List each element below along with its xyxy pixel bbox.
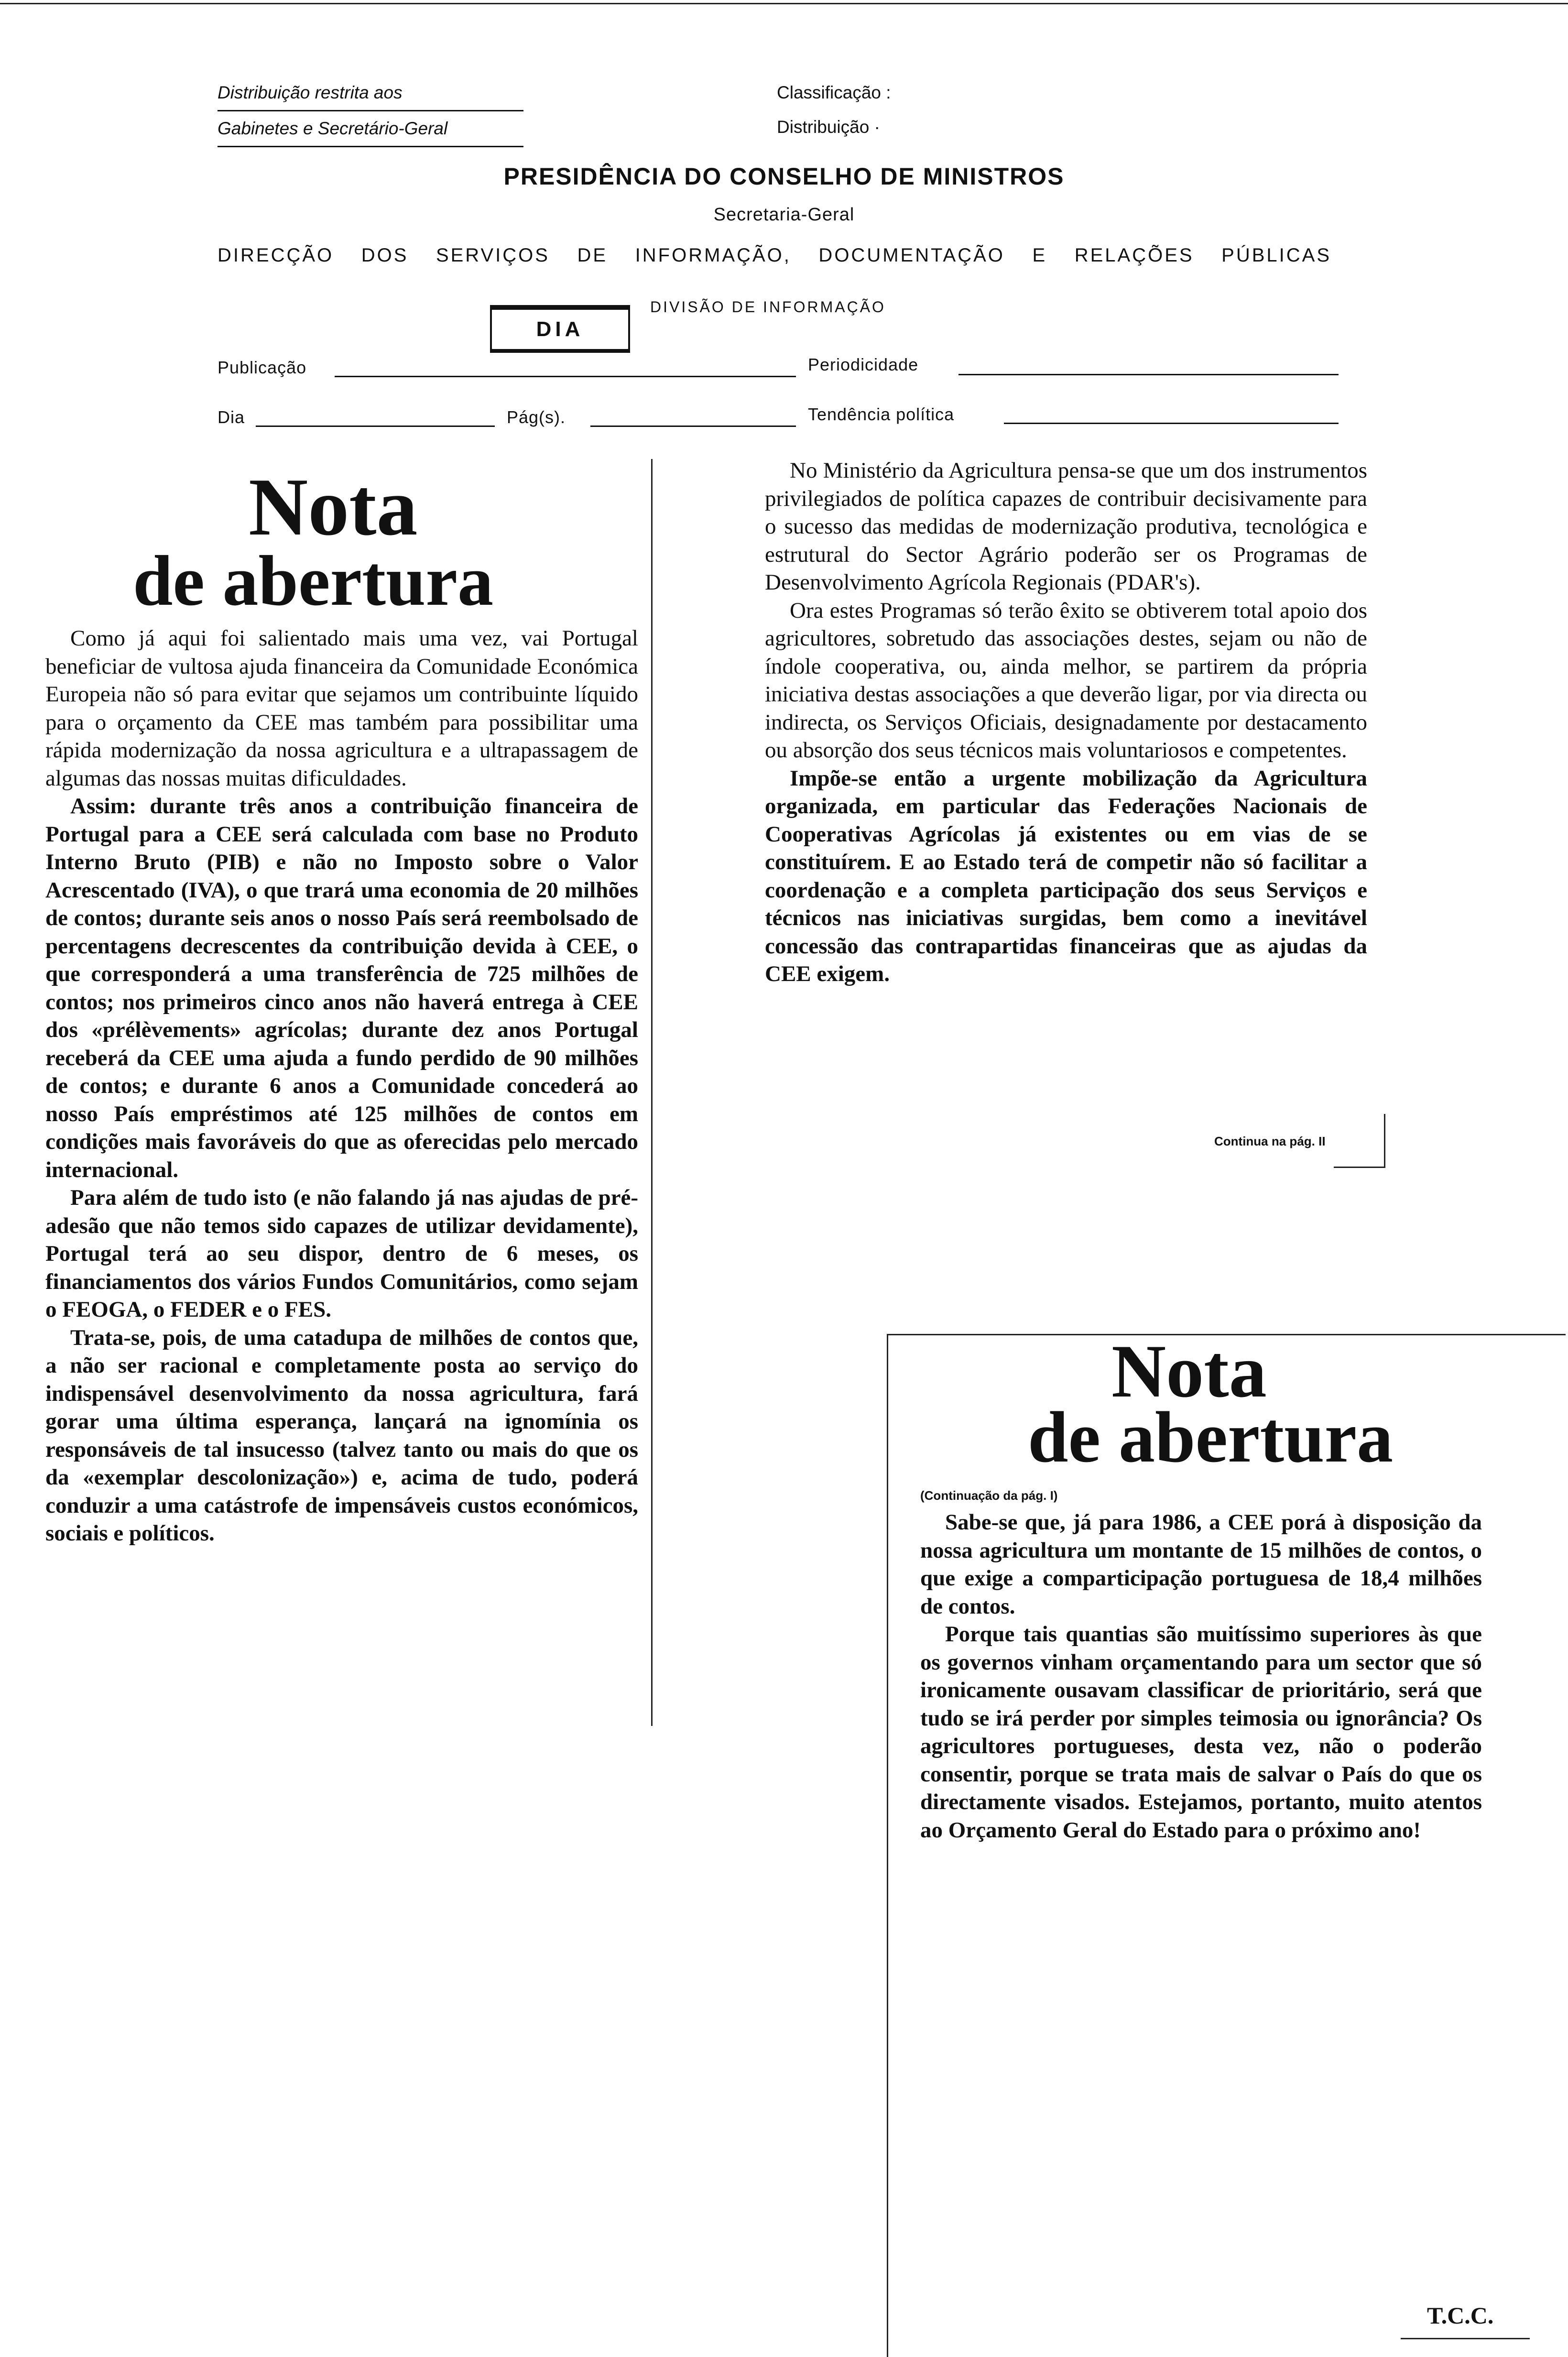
political-tendency-label: Tendência política — [808, 404, 955, 424]
day-underline — [256, 426, 495, 427]
article2-headline-line2: de abertura — [1028, 1397, 1394, 1477]
division-label: DIVISÃO DE INFORMAÇÃO — [650, 298, 886, 316]
article1-paragraph-5: No Ministério da Agricultura pensa-se que um dos instrumentos privilegiados de política capazes de contribuir decisivamente para o sucesso das medidas de modernização produtiva, tecnológica e estrutural do Sector Agrário poderão ser os Programas de Desenvolvimento Agrícola Regionais (PDAR's). — [765, 458, 1367, 595]
classification-label: Classificação : — [777, 83, 891, 102]
clipping-frame-left — [887, 1334, 888, 2357]
classification-block — [777, 76, 891, 144]
publication-underline — [335, 376, 796, 377]
secretariat-subtitle: Secretaria-Geral — [713, 205, 855, 225]
publication-label: Publicação — [218, 358, 307, 377]
periodicity-label: Periodicidade — [808, 355, 919, 374]
dia-stamp: DIA — [490, 305, 630, 353]
continuation-from-page-note: (Continuação da pág. I) — [920, 1488, 1058, 1503]
article1-headline-line1: Nota — [249, 462, 418, 553]
day-label: Dia — [218, 407, 245, 427]
scan-top-edge — [0, 3, 1568, 4]
signature-rule — [1401, 2338, 1530, 2339]
distribution-label: Distribuição · — [777, 117, 880, 137]
article1-paragraph-4: Trata-se, pois, de uma catadupa de milhões de contos que, a não ser racional e completamente posta ao serviço do indispensável desenvolvimento da nossa agricultura, fará gorar uma última esperança, lançará na ignomínia os responsáveis de tal insucesso (talvez tanto ou mais do que os da «exemplar descolonização») e, acima de tudo, poderá conduzir a uma catástrofe de impensáveis custos económicos, sociais e políticos. — [45, 1325, 638, 1546]
column-divider — [651, 459, 653, 1726]
article2-column — [920, 1508, 1482, 1844]
restricted-distribution-note — [218, 76, 523, 147]
article2-paragraph-2: Porque tais quantias são muitíssimo superiores às que os governos vinham orçamentando para um sector que só ironicamente ousavam classificar de prioritário, será que tudo se irá perder por simples teimosia ou ignorância? Os agricultores portugueses, desta vez, não o poderão consentir, porque se trata mais de salvar o País do que os directamente visados. Estejamos, portanto, muito atentos ao Orçamento Geral do Estado para o próximo ano! — [920, 1622, 1482, 1843]
right-bracket-foot — [1334, 1167, 1385, 1168]
article1-paragraph-6: Ora estes Programas só terão êxito se obtiverem total apoio dos agricultores, sobretudo das associações destes, sejam ou não de índole cooperativa, ou, ainda melhor, se partirem da própria iniciativa destas associações a que deverão ligar, por via directa ou indirecta, os Serviços Oficiais, designadamente por destacamento ou absorção dos seus técnicos mais voluntariosos e competentes. — [765, 598, 1367, 763]
article1-headline-line2: de abertura — [133, 541, 494, 621]
article1-left-column — [45, 624, 638, 1548]
restricted-line-1: Distribuição restrita aos — [218, 76, 523, 111]
article1-right-column — [765, 457, 1367, 988]
political-tendency-underline — [1004, 423, 1339, 424]
article2-headline-line1: Nota — [1111, 1330, 1267, 1413]
article1-paragraph-7: Impõe-se então a urgente mobilização da Agricultura organizada, em particular das Federações Nacionais de Cooperativas Agrícolas já existentes ou em vias de se constituírem. E ao Estado terá de competir não só facilitar a coordenação e a completa participação dos seus Serviços e técnicos nas iniciativas surgidas, bem como a inevitável concessão das contrapartidas financeiras que as ajudas da CEE exigem. — [765, 765, 1367, 986]
article1-paragraph-1: Como já aqui foi salientado mais uma vez, vai Portugal beneficiar de vultosa ajuda financeira da Comunidade Económica Europeia não só para evitar que sejamos um contribuinte líquido para o orçamento da CEE mas também para possibilitar uma rápida modernização da nossa agricultura e a ultrapassagem de algumas das nossas muitas dificuldades. — [45, 626, 638, 791]
pages-underline — [590, 426, 796, 427]
periodicity-underline — [958, 374, 1339, 375]
article1-paragraph-3: Para além de tudo isto (e não falando já nas ajudas de pré-adesão que não temos sido capazes de utilizar devidamente), Portugal terá ao seu dispor, dentro de 6 meses, os financiamentos dos vários Fundos Comunitários, como sejam o FEOGA, o FEDER e o FES. — [45, 1185, 638, 1322]
presidency-title: PRESIDÊNCIA DO CONSELHO DE MINISTROS — [503, 163, 1065, 190]
continued-on-page-note: Continua na pág. II — [1214, 1134, 1326, 1148]
article2-paragraph-1: Sabe-se que, já para 1986, a CEE porá à disposição da nossa agricultura um montante de 15 milhões de contos, o que exige a comparticipação portuguesa de 18,4 milhões de contos. — [920, 1510, 1482, 1619]
article1-paragraph-2: Assim: durante três anos a contribuição financeira de Portugal para a CEE será calculada com base no Produto Interno Bruto (PIB) e não no Imposto sobre o Valor Acrescentado (IVA), o que trará uma economia de 20 milhões de contos; durante seis anos o nosso País será reembolsado de percentagens decrescentes da contribuição devida à CEE, o que corresponderá a uma transferência de 725 milhões de contos; nos primeiros cinco anos não haverá entrega à CEE dos «prélèvements» agrícolas; durante dez anos Portugal receberá da CEE uma ajuda a fundo perdido de 90 milhões de contos; e durante 6 anos a Comunidade concederá ao nosso País empréstimos até 125 milhões de contos em condições mais favoráveis do que as oferecidas pelo mercado internacional. — [45, 794, 638, 1182]
directorate-line: DIRECÇÃO DOS SERVIÇOS DE INFORMAÇÃO, DOCUMENTAÇÃO E RELAÇÕES PÚBLICAS — [218, 245, 1331, 266]
restricted-line-2: Gabinetes e Secretário-Geral — [218, 111, 523, 147]
author-signature: T.C.C. — [1427, 2302, 1494, 2329]
pages-label: Pág(s). — [507, 407, 566, 427]
right-bracket-rule — [1384, 1114, 1385, 1167]
